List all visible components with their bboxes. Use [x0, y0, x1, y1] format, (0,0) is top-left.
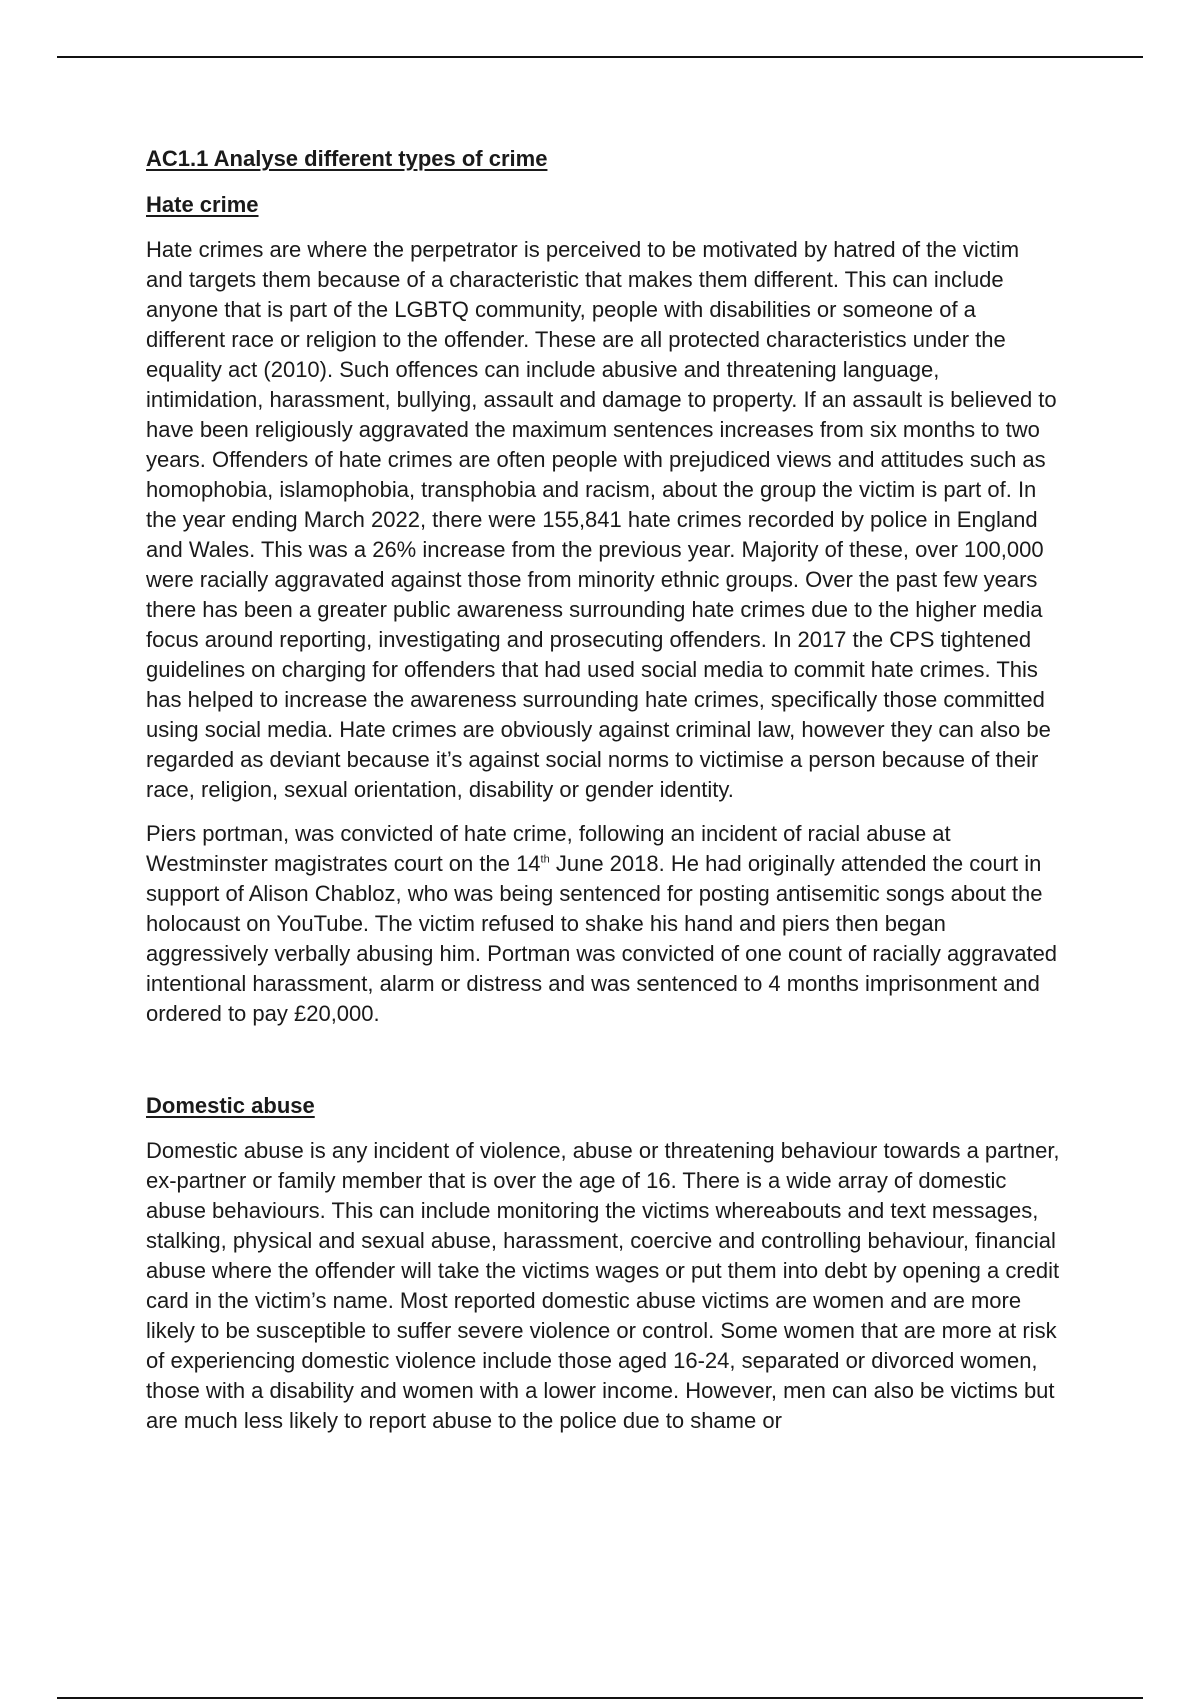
hate-crime-paragraph-2-part-2: June 2018. He had originally attended the court in support of Alison Chabloz, who was being sentenced for posting antisemitic songs about the holocaust on YouTube. The victim refused to shake his hand and piers then began aggressively verbally abusing him. Portman was convicted of one count of racially aggravated intentional harassment, alarm or distress and was sentenced to 4 months imprisonment and ordered to pay £20,000.	[146, 851, 1058, 1026]
domestic-abuse-paragraph-1: Domestic abuse is any incident of violence, abuse or threatening behaviour towards a partner, ex-partner or family member that is over the age of 16. There is a wide array of domestic abuse behaviours. This can include monitoring the victims whereabouts and text messages, stalking, physical and sexual abuse, harassment, coercive and controlling behaviour, financial abuse where the offender will take the victims wages or put them into debt by opening a credit card in the victim’s name. Most reported domestic abuse victims are women and are more likely to be susceptible to suffer severe violence or control. Some women that are more at risk of experiencing domestic violence include those aged 16-24, separated or divorced women, those with a disability and women with a lower income. However, men can also be victims but are much less likely to report abuse to the police due to shame or	[146, 1138, 1060, 1433]
page-bottom-rule	[57, 1697, 1143, 1699]
document-heading: AC1.1 Analyse different types of crime	[146, 146, 548, 171]
page-top-rule	[57, 56, 1143, 58]
ordinal-suffix: th	[540, 853, 550, 866]
section-title-hate-crime: Hate crime	[146, 192, 259, 217]
hate-crime-paragraph-2	[146, 819, 1061, 1029]
hate-crime-paragraph-1: Hate crimes are where the perpetrator is perceived to be motivated by hatred of the victim and targets them because of a characteristic that makes them different. This can include anyone that is part of the LGBTQ community, people with disabilities or someone of a different race or religion to the offender. These are all protected characteristics under the equality act (2010). Such offences can include abusive and threatening language, intimidation, harassment, bullying, assault and damage to property. If an assault is believed to have been religiously aggravated the maximum sentences increases from six months to two years. Offenders of hate crimes are often people with prejudiced views and attitudes such as homophobia, islamophobia, transphobia and racism, about the group the victim is part of. In the year ending March 2022, there were 155,841 hate crimes recorded by police in England and Wales. This was a 26% increase from the previous year. Majority of these, over 100,000 were racially aggravated against those from minority ethnic groups. Over the past few years there has been a greater public awareness surrounding hate crimes due to the higher media focus around reporting, investigating and prosecuting offenders. In 2017 the CPS tightened guidelines on charging for offenders that had used social media to commit hate crimes. This has helped to increase the awareness surrounding hate crimes, specifically those committed using social media. Hate crimes are obviously against criminal law, however they can also be regarded as deviant because it’s against social norms to victimise a person because of their race, religion, sexual orientation, disability or gender identity.	[146, 237, 1057, 802]
hate-crime-paragraph-2-part-1: Piers portman, was convicted of hate crime, following an incident of racial abuse at Westminster magistrates court on the 14	[146, 821, 951, 876]
document-body	[146, 144, 1061, 1450]
section-spacer	[146, 1043, 1061, 1091]
section-title-domestic-abuse: Domestic abuse	[146, 1093, 315, 1118]
